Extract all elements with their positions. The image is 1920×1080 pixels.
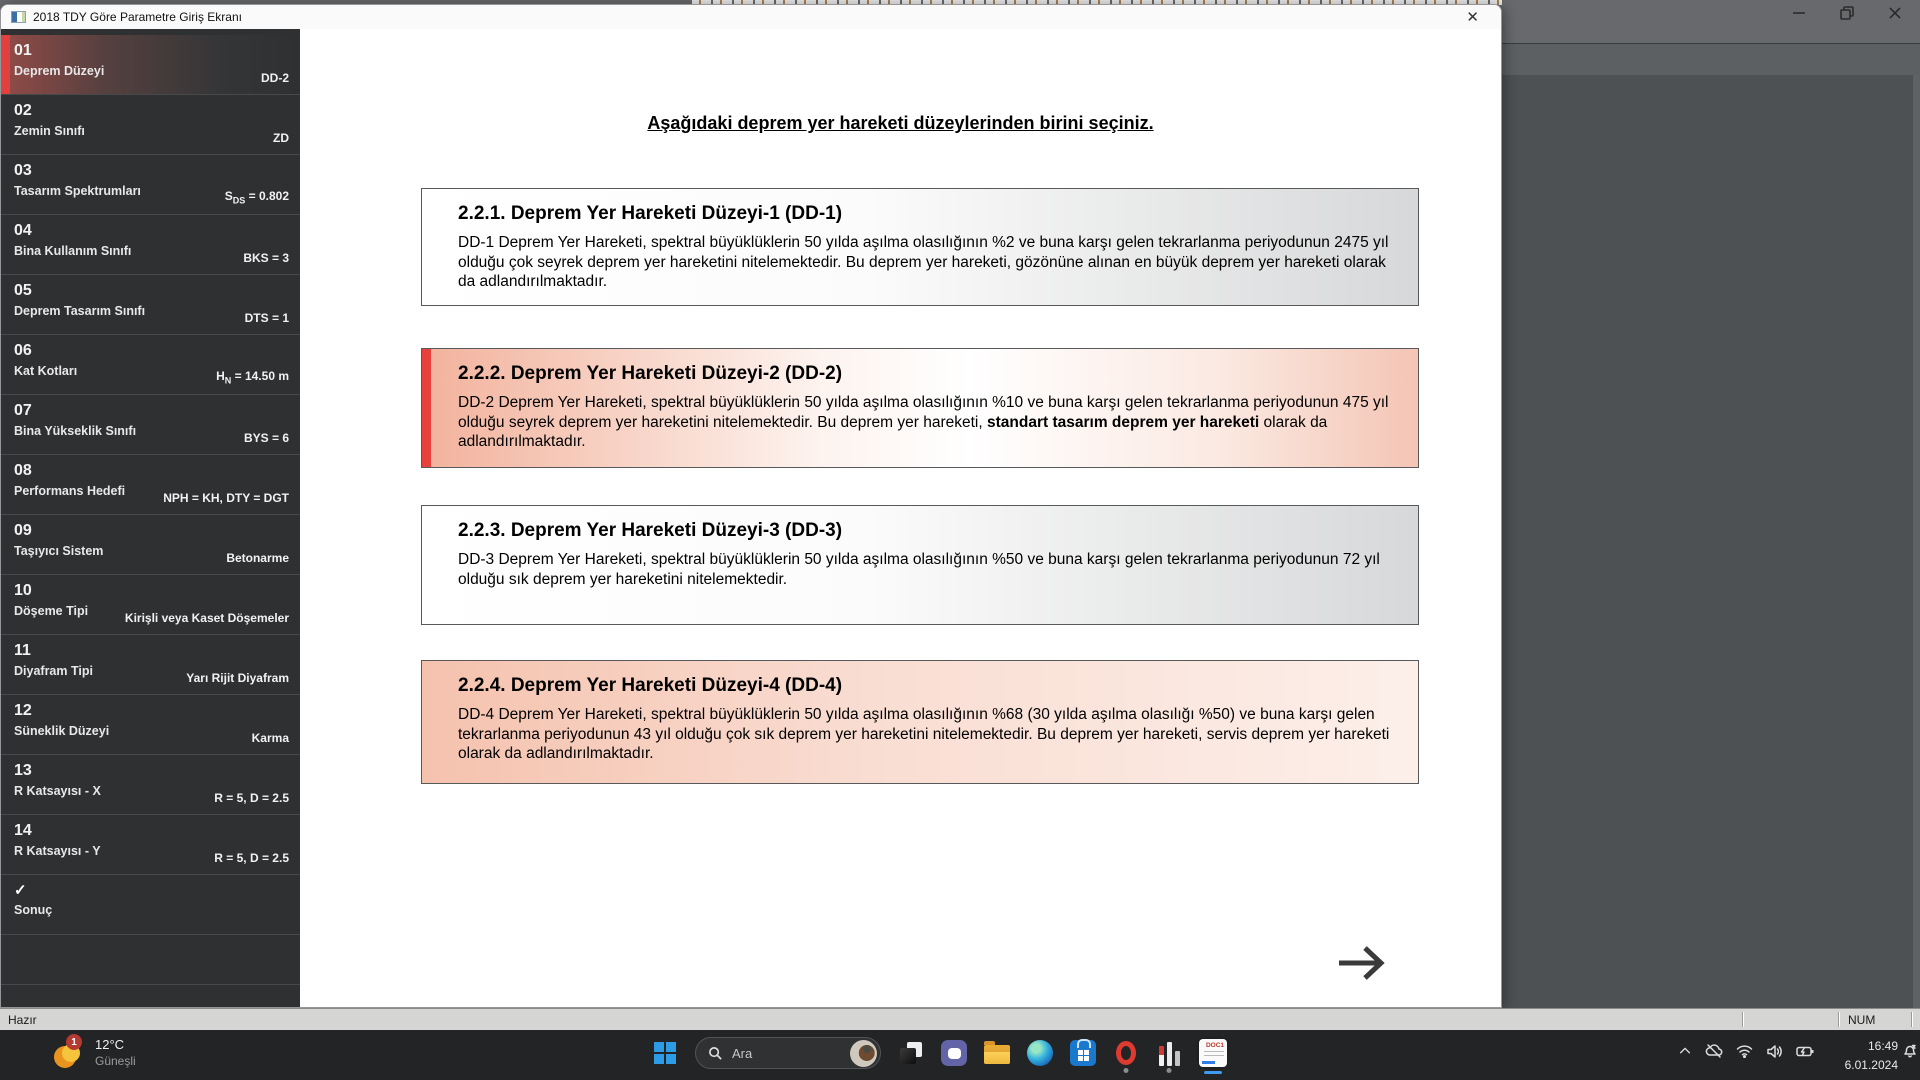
sun-icon bbox=[52, 1036, 86, 1070]
sidebar-item-suneklik-duzeyi[interactable]: 12 Süneklik Düzeyi Karma bbox=[1, 695, 300, 755]
weather-temp: 12°C bbox=[95, 1037, 125, 1053]
taskbar bbox=[0, 1030, 1920, 1080]
sidebar-item-tasarim-spektrumlari[interactable]: 03 Tasarım Spektrumları $S_{DS} = 0.802$ bbox=[1, 155, 300, 215]
sidebar-item-diyafram-tipi[interactable]: 11 Diyafram Tipi Yarı Rijit Diyafram bbox=[1, 635, 300, 695]
sidebar-item-doseme-tipi[interactable]: 10 Döşeme Tipi Kirişli veya Kaset Döşemeler bbox=[1, 575, 300, 635]
clock-date: 6.01.2024 bbox=[1844, 1057, 1898, 1072]
focus-assist-bell-icon[interactable] bbox=[1902, 1043, 1918, 1064]
active-app-indicator bbox=[1204, 1071, 1222, 1074]
parameter-entry-dialog bbox=[0, 4, 1502, 1008]
tray-chevron-up-icon[interactable] bbox=[1678, 1044, 1692, 1058]
document-app-icon[interactable] bbox=[1199, 1039, 1227, 1067]
close-window-icon[interactable] bbox=[1886, 4, 1904, 22]
sidebar-item-deprem-tasarim-sinifi[interactable]: 05 Deprem Tasarım Sınıfı DTS = 1 bbox=[1, 275, 300, 335]
sidebar-item-performans-hedefi[interactable]: 08 Performans Hedefi NPH = KH, DTY = DGT bbox=[1, 455, 300, 515]
dialog-title: 2018 TDY Göre Parametre Giriş Ekranı bbox=[33, 10, 242, 24]
num-lock-indicator: NUM bbox=[1848, 1013, 1876, 1027]
option-dd1[interactable]: 2.2.1. Deprem Yer Hareketi Düzeyi-1 (DD-1) DD-1 Deprem Yer Hareketi, spektral büyüklüklerin 50 yılda aşılma olasılığının %2 ve buna karşı gelen tekrarlanma periyodunun 2475 yıl olduğu çok seyrek deprem yer hareketini nitelemektedir. Bu deprem yer hareketi, gözönüne alınan en büyük deprem yer hareketi olarak da adlandırılmaktadır. bbox=[421, 188, 1419, 306]
minimize-icon[interactable] bbox=[1790, 4, 1808, 22]
file-explorer-icon[interactable] bbox=[984, 1040, 1010, 1066]
clock[interactable] bbox=[1836, 1037, 1898, 1074]
search-input[interactable] bbox=[695, 1037, 881, 1069]
onedrive-cloud-off-icon[interactable] bbox=[1705, 1043, 1723, 1059]
dialog-close-icon[interactable]: ✕ bbox=[1466, 8, 1479, 26]
sidebar-item-bina-kullanim-sinifi[interactable]: 04 Bina Kullanım Sınıfı BKS = 3 bbox=[1, 215, 300, 275]
sidebar-item-deprem-duzeyi[interactable]: 01 Deprem Düzeyi DD-2 bbox=[1, 35, 300, 95]
background-scrollbar[interactable] bbox=[1913, 75, 1920, 1008]
next-arrow-icon[interactable] bbox=[1333, 941, 1391, 985]
microsoft-store-icon[interactable] bbox=[1070, 1040, 1096, 1066]
weather-condition: Güneşli bbox=[95, 1053, 136, 1068]
status-bar bbox=[0, 1008, 1920, 1030]
teams-chat-icon[interactable] bbox=[941, 1040, 967, 1066]
search-placeholder: Ara bbox=[732, 1045, 753, 1061]
sidebar-item-r-katsayisi-y[interactable]: 14 R Katsayısı - Y R = 5, D = 2.5 bbox=[1, 815, 300, 875]
edge-browser-icon[interactable] bbox=[1027, 1040, 1053, 1066]
sidebar-item-sonuc[interactable]: ✓ Sonuç bbox=[1, 875, 300, 935]
option-dd3[interactable]: 2.2.3. Deprem Yer Hareketi Düzeyi-3 (DD-3) DD-3 Deprem Yer Hareketi, spektral büyüklüklerin 50 yılda aşılma olasılığının %50 ve buna karşı gelen tekrarlanma periyodunun 72 yıl olduğu sık deprem yer hareketini nitelemektedir. bbox=[421, 505, 1419, 625]
page-title: Aşağıdaki deprem yer hareketi düzeylerinden birini seçiniz. bbox=[647, 113, 1154, 133]
sidebar-item-r-katsayisi-x[interactable]: 13 R Katsayısı - X R = 5, D = 2.5 bbox=[1, 755, 300, 815]
wifi-icon[interactable] bbox=[1736, 1044, 1753, 1058]
status-divider bbox=[1911, 1012, 1913, 1027]
sidebar-item-bina-yukseklik-sinifi[interactable]: 07 Bina Yükseklik Sınıfı BYS = 6 bbox=[1, 395, 300, 455]
clock-time: 16:49 bbox=[1867, 1039, 1898, 1053]
sidebar-item-zemin-sinifi[interactable]: 02 Zemin Sınıfı ZD bbox=[1, 95, 300, 155]
option-dd2-selected[interactable]: 2.2.2. Deprem Yer Hareketi Düzeyi-2 (DD-2) DD-2 Deprem Yer Hareketi, spektral büyüklüklerin 50 yılda aşılma olasılığının %10 ve buna karşı gelen tekrarlanma periyodunun 475 yıl olduğu seyrek deprem yer hareketini nitelemektedir. Bu deprem yer hareketi, standart tasarım deprem yer hareketi olarak da adlandırılmaktadır. bbox=[421, 348, 1419, 468]
columns-app-icon[interactable] bbox=[1156, 1040, 1182, 1066]
weather-widget[interactable] bbox=[52, 1036, 136, 1070]
status-divider bbox=[1742, 1012, 1744, 1027]
dialog-titlebar bbox=[1, 5, 1501, 29]
start-button[interactable] bbox=[652, 1040, 678, 1066]
option-dd4[interactable]: 2.2.4. Deprem Yer Hareketi Düzeyi-4 (DD-4) DD-4 Deprem Yer Hareketi, spektral büyüklüklerin 50 yılda aşılma olasılığının %68 (30 yılda aşılma olasılığı %50) ve buna karşı gelen tekrarlanma periyodunun 43 yıl olduğu çok sık deprem yer hareketini nitelemektedir. Bu deprem yer hareketi, servis deprem yer hareketi olarak da adlandırılmaktadır. bbox=[421, 660, 1419, 784]
background-window-controls bbox=[1790, 4, 1904, 22]
search-highlight-bird-image bbox=[850, 1040, 877, 1067]
sidebar-item-kat-kotlari[interactable]: 06 Kat Kotları $H_N = 14.50$ m bbox=[1, 335, 300, 395]
task-view-icon[interactable] bbox=[898, 1040, 924, 1066]
search-icon bbox=[708, 1046, 723, 1061]
option-selection-panel bbox=[300, 29, 1501, 1007]
opera-browser-icon[interactable] bbox=[1113, 1040, 1139, 1066]
status-text: Hazır bbox=[8, 1013, 37, 1027]
dialog-form-icon bbox=[11, 11, 26, 23]
battery-charging-icon[interactable] bbox=[1796, 1045, 1815, 1058]
doc-icon-label: DOC1 bbox=[1205, 1042, 1224, 1049]
check-icon: ✓ bbox=[14, 882, 27, 899]
volume-icon[interactable] bbox=[1766, 1044, 1783, 1059]
status-divider bbox=[1838, 1012, 1840, 1027]
restore-icon[interactable] bbox=[1838, 4, 1856, 22]
sidebar-item-tasiyici-sistem[interactable]: 09 Taşıyıcı Sistem Betonarme bbox=[1, 515, 300, 575]
notification-badge: 1 bbox=[66, 1034, 82, 1050]
steps-sidebar bbox=[1, 29, 300, 1007]
